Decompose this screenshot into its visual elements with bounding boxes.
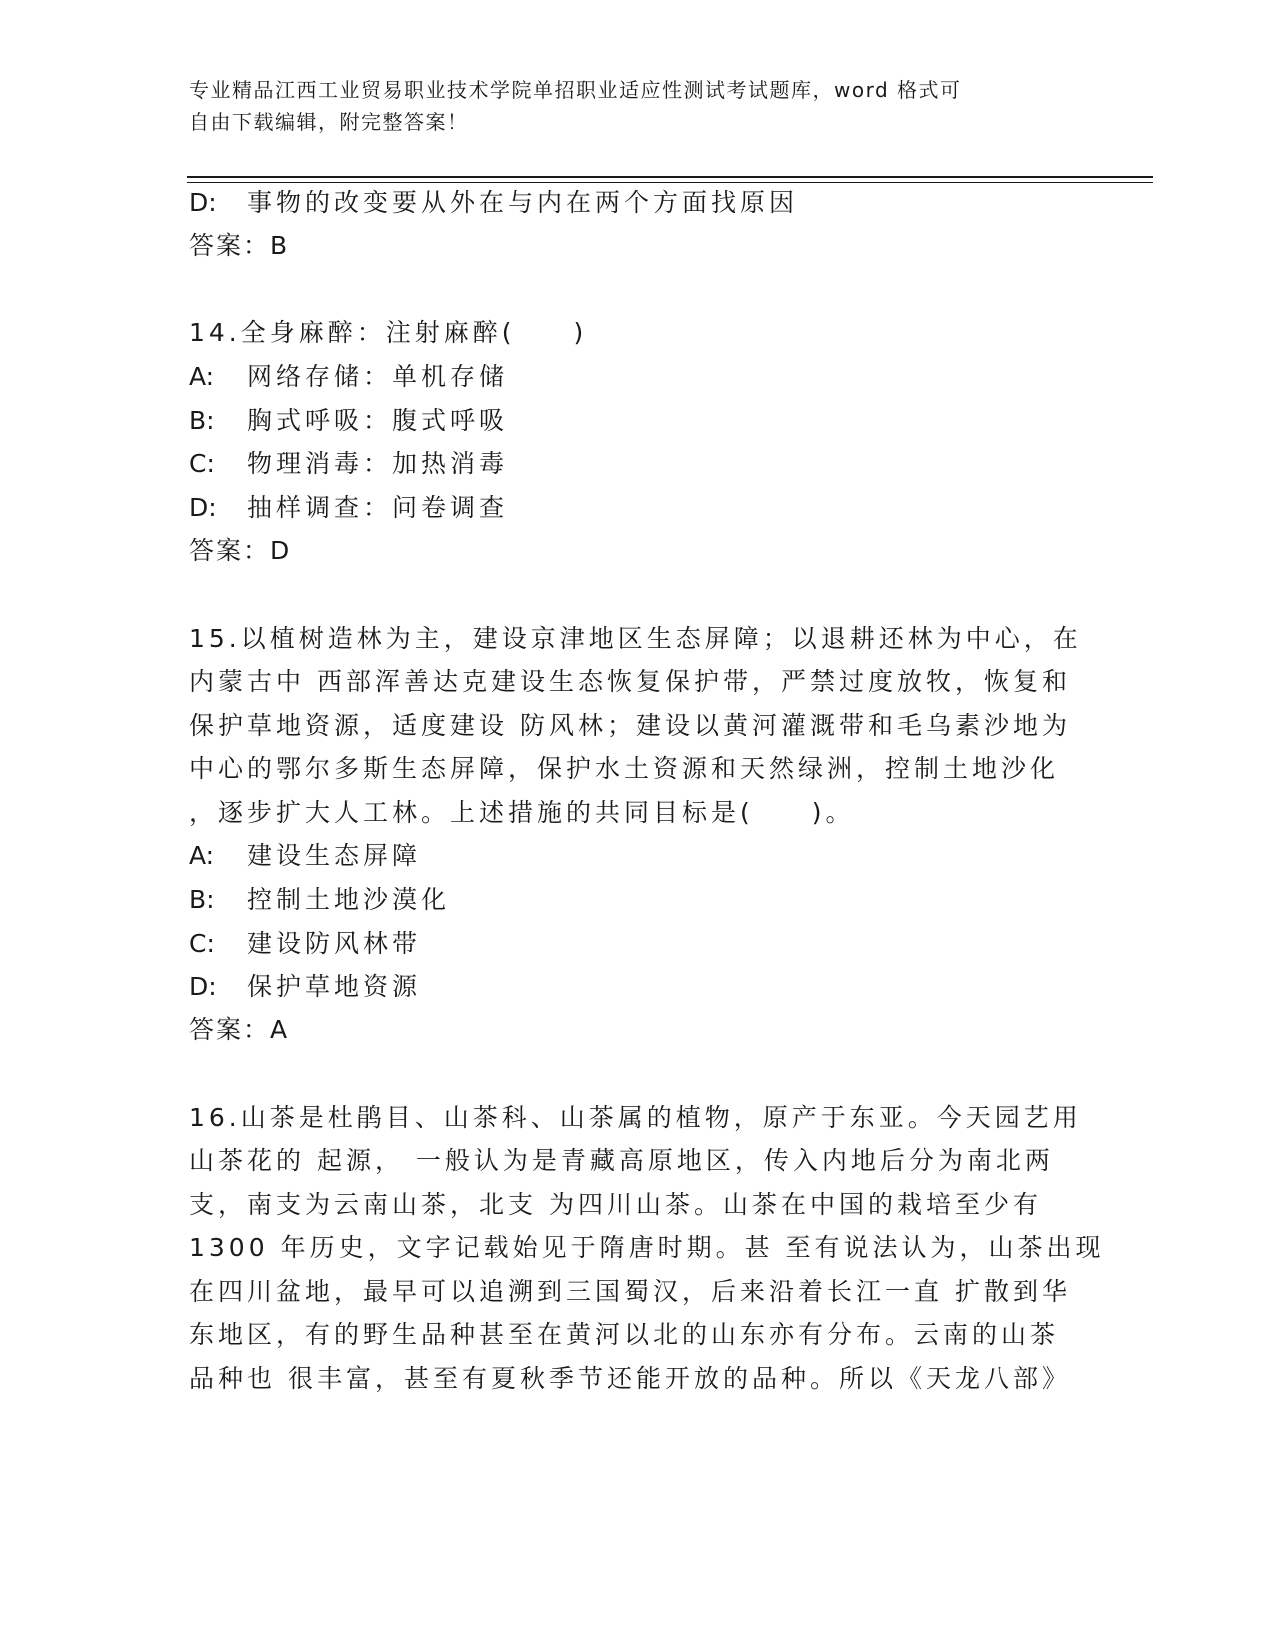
option-text: 控制土地沙漠化 (247, 885, 451, 914)
q15-option-d (189, 970, 421, 1004)
q15-answer: 答案：A (189, 1015, 290, 1044)
option-letter: A: (189, 841, 215, 870)
option-text: 物理消毒：加热消毒 (247, 449, 509, 478)
q15-stem-line-5: ，逐步扩大人工林。上述措施的共同目标是( )。 (189, 798, 855, 827)
q13-option-d (189, 186, 798, 220)
q16-stem-line-1: 16.山茶是杜鹃目、山茶科、山茶属的植物，原产于东亚。今天园艺用 (189, 1103, 1082, 1132)
q15-stem-line-1: 15.以植树造林为主，建设京津地区生态屏障；以退耕还林为中心，在 (189, 624, 1082, 653)
q15-option-b (189, 883, 450, 917)
page-header (189, 74, 1089, 138)
option-text: 胸式呼吸：腹式呼吸 (247, 406, 509, 435)
option-letter: C: (189, 449, 215, 478)
option-letter: B: (189, 885, 215, 914)
option-letter: D: (189, 188, 217, 217)
option-letter: D: (189, 972, 217, 1001)
q16-stem-line-6: 东地区，有的野生品种甚至在黄河以北的山东亦有分布。云南的山茶 (189, 1320, 1060, 1349)
option-letter: A: (189, 362, 215, 391)
q15-option-a (189, 839, 421, 873)
option-text: 抽样调查：问卷调查 (247, 493, 509, 522)
q14-option-a (189, 360, 508, 394)
q16-stem-line-5: 在四川盆地，最早可以追溯到三国蜀汉，后来沿着长江一直 扩散到华 (189, 1277, 1071, 1306)
q16-stem-line-7: 品种也 很丰富，甚至有夏秋季节还能开放的品种。所以《天龙八部》 (189, 1364, 1071, 1393)
option-text: 网络存储：单机存储 (247, 362, 509, 391)
q14-answer: 答案：D (189, 536, 292, 565)
q15-stem-line-3: 保护草地资源，适度建设 防风林；建设以黄河灌溉带和毛乌素沙地为 (189, 711, 1071, 740)
q14-option-c (189, 447, 508, 481)
header-line-2: 自由下载编辑，附完整答案！ (189, 110, 469, 134)
header-divider-thick (187, 176, 1153, 178)
q15-stem-line-2: 内蒙古中 西部浑善达克建设生态恢复保护带，严禁过度放牧，恢复和 (189, 667, 1071, 696)
header-divider-thin (187, 182, 1153, 183)
q14-option-d (189, 491, 508, 525)
q15-stem-line-4: 中心的鄂尔多斯生态屏障，保护水土资源和天然绿洲，控制土地沙化 (189, 754, 1060, 783)
option-text: 事物的改变要从外在与内在两个方面找原因 (247, 188, 799, 217)
option-letter: B: (189, 406, 215, 435)
option-letter: D: (189, 493, 217, 522)
header-line-1: 专业精品江西工业贸易职业技术学院单招职业适应性测试考试题库，word 格式可 (189, 78, 962, 102)
option-text: 建设防风林带 (247, 929, 422, 958)
q14-option-b (189, 404, 508, 438)
option-letter: C: (189, 929, 215, 958)
q16-stem-line-2: 山茶花的 起源， 一般认为是青藏高原地区，传入内地后分为南北两 (189, 1146, 1054, 1175)
q14-stem: 14.全身麻醉：注射麻醉( ) (189, 318, 588, 347)
q15-option-c (189, 927, 421, 961)
q13-answer: 答案：B (189, 231, 290, 260)
option-text: 保护草地资源 (247, 972, 422, 1001)
q16-stem-line-4: 1300 年历史，文字记载始见于隋唐时期。甚 至有说法认为，山茶出现 (189, 1233, 1105, 1262)
option-text: 建设生态屏障 (247, 841, 422, 870)
q16-stem-line-3: 支，南支为云南山茶，北支 为四川山茶。山茶在中国的栽培至少有 (189, 1190, 1042, 1219)
